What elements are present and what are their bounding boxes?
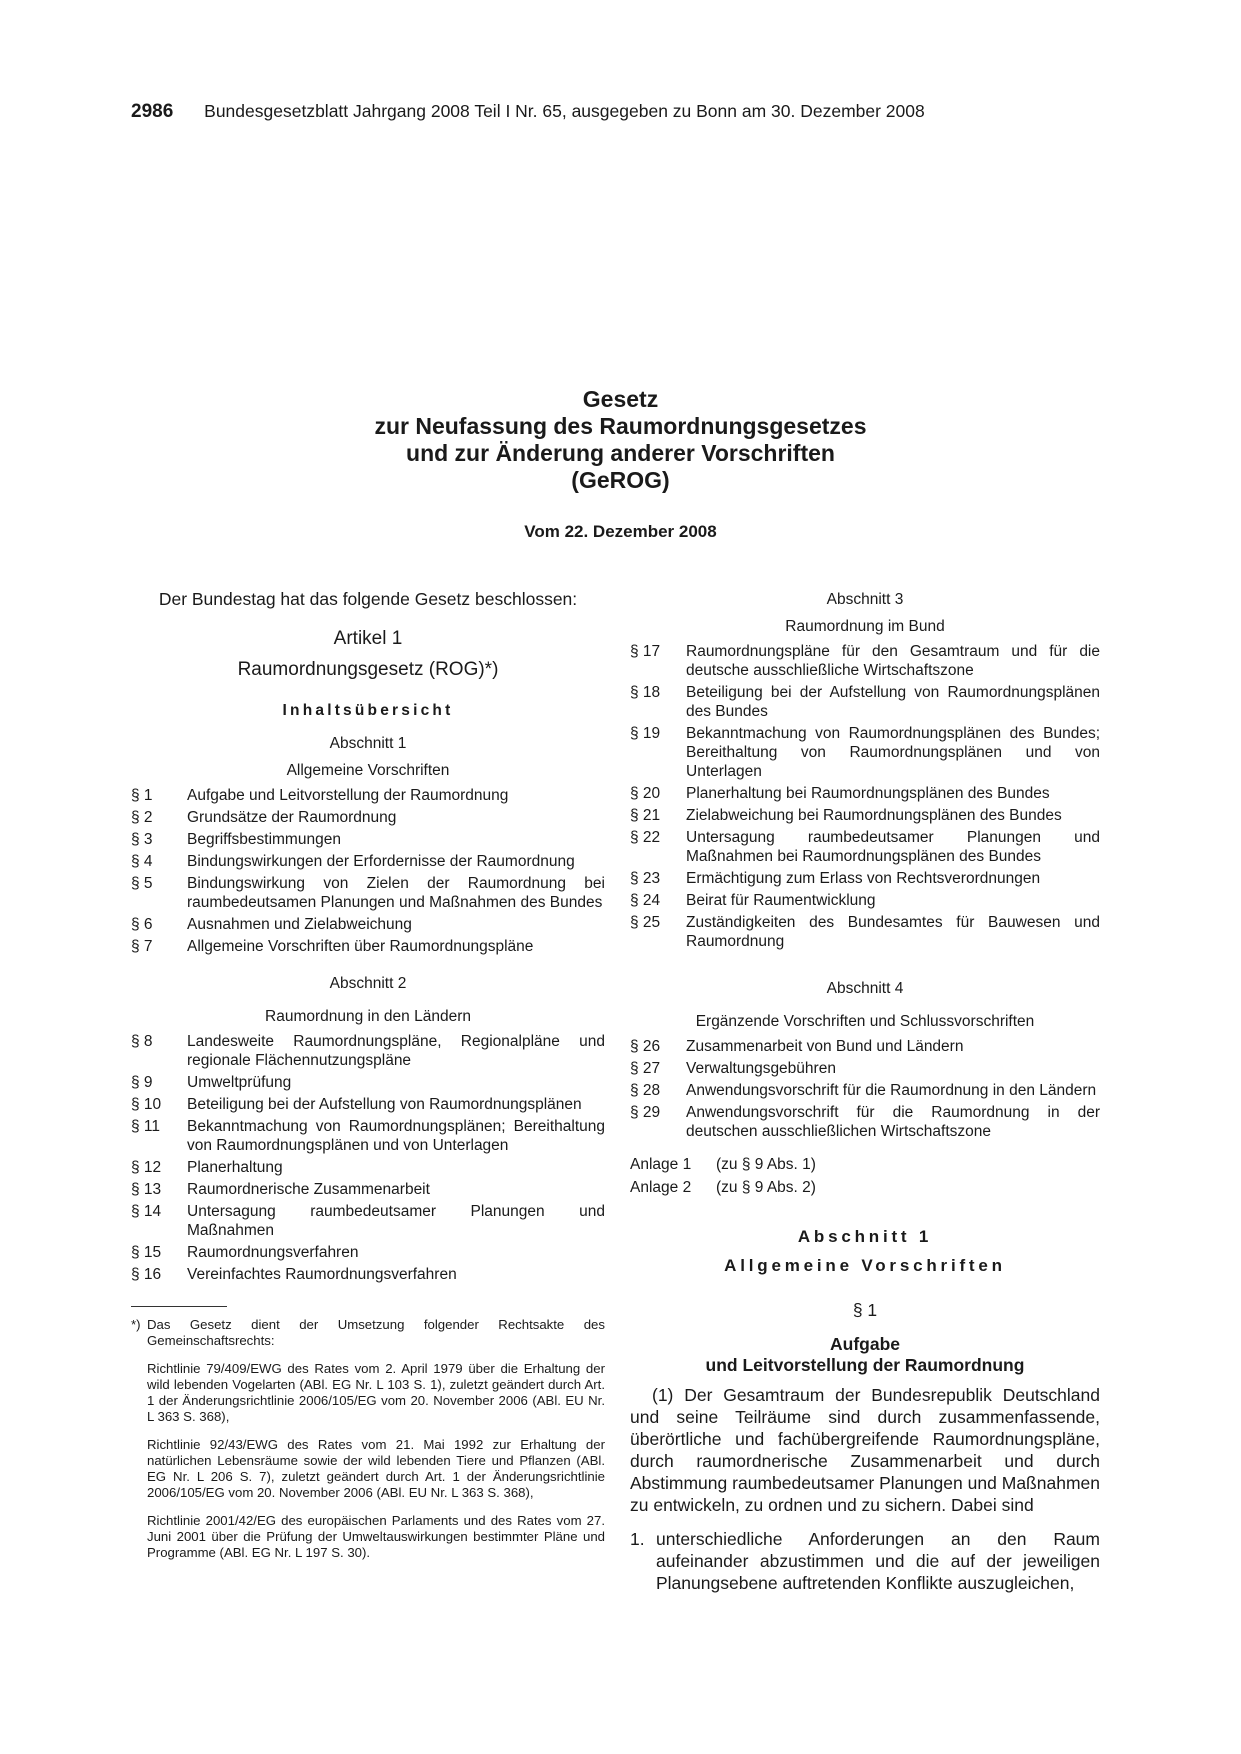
toc-section-title: Ausnahmen und Zielabweichung xyxy=(187,916,412,933)
toc-section-title: Bekanntmachung von Raumordnungsplänen; Bereithaltung von Raumordnungsplänen und von Unterlagen xyxy=(187,1118,605,1154)
toc-section-number: § 5 xyxy=(131,875,153,892)
toc-row xyxy=(131,1180,605,1199)
anlagen-list xyxy=(630,1155,1100,1197)
toc-section-title: Allgemeine Vorschriften über Raumordnungspläne xyxy=(187,938,534,955)
toc-row xyxy=(630,1081,1100,1100)
toc-section-title: Vereinfachtes Raumordnungsverfahren xyxy=(187,1266,457,1283)
toc-row xyxy=(630,683,1100,721)
toc-section-number: § 13 xyxy=(131,1181,162,1198)
toc-list-abschnitt-1 xyxy=(131,786,605,956)
toc-section-number: § 14 xyxy=(131,1203,162,1220)
footnote-paragraph: Richtlinie 92/43/EWG des Rates vom 21. Mai 1992 zur Erhaltung der natürlichen Lebensräume sowie der wild lebenden Tiere und Pflanzen (ABl. EG Nr. L 206 S. 7), zuletzt geändert durch Art. 1 der Änderungsrichtlinie 2006/105/EG vom 20. November 2006 (ABl. EU Nr. L 363 S. 368), xyxy=(147,1437,605,1500)
toc-row xyxy=(131,1073,605,1092)
toc-section-title: Grundsätze der Raumordnung xyxy=(187,809,397,826)
toc-section-number: § 3 xyxy=(131,831,153,848)
toc-section-title: Zielabweichung bei Raumordnungsplänen des Bundes xyxy=(686,807,1062,824)
toc-row xyxy=(131,786,605,805)
toc-row xyxy=(131,1032,605,1070)
artikel-label: Artikel 1 xyxy=(333,628,403,649)
toc-section-number: § 20 xyxy=(630,785,661,802)
toc-section-title: Beteiligung bei der Aufstellung von Raumordnungsplänen des Bundes xyxy=(686,684,1100,720)
toc-section-number: § 1 xyxy=(131,787,153,804)
right-column xyxy=(630,590,1100,1594)
toc-section-number: § 27 xyxy=(630,1060,661,1077)
anlage-label: Anlage 1 xyxy=(630,1156,692,1173)
toc-row xyxy=(630,1059,1100,1078)
toc-row xyxy=(131,1202,605,1240)
toc-section-title: Umweltprüfung xyxy=(187,1074,292,1091)
toc-row xyxy=(630,1037,1100,1056)
toc-abschnitt-title: Allgemeine Vorschriften xyxy=(286,762,450,779)
toc-row xyxy=(630,1103,1100,1141)
toc-section-title: Untersagung raumbedeutsamer Planungen und Maßnahmen bei Raumordnungsplänen des Bundes xyxy=(686,829,1100,865)
anlage-row xyxy=(630,1155,1100,1174)
anlage-text: (zu § 9 Abs. 1) xyxy=(716,1156,816,1173)
footnote-rule xyxy=(131,1306,227,1307)
running-header xyxy=(131,100,1110,123)
toc-list-abschnitt-2 xyxy=(131,1032,605,1284)
law-date: Vom 22. Dezember 2008 xyxy=(524,522,717,541)
toc-section-title: Raumordnerische Zusammenarbeit xyxy=(187,1181,430,1198)
toc-heading: Inhaltsübersicht xyxy=(282,702,454,719)
toc-section-title: Beteiligung bei der Aufstellung von Raumordnungsplänen xyxy=(187,1096,582,1113)
list-number: 1. xyxy=(630,1529,645,1549)
toc-section-number: § 15 xyxy=(131,1244,162,1261)
toc-list-abschnitt-3 xyxy=(630,642,1100,951)
toc-abschnitt-label: Abschnitt 1 xyxy=(329,735,407,752)
toc-section-title: Aufgabe und Leitvorstellung der Raumordnung xyxy=(187,787,509,804)
section-title-line: und Leitvorstellung der Raumordnung xyxy=(705,1355,1025,1375)
body-paragraph: (1) Der Gesamtraum der Bundesrepublik Deutschland und seine Teilräume sind durch zusammenfassende, überörtliche und fachübergreifende Raumordnungspläne, durch raumordnerische Zusammenarbeit und durch Abstimmung raumbedeutsamer Planungen und Maßnahmen zu entwickeln, zu ordnen und zu sichern. Dabei sind xyxy=(630,1385,1100,1515)
toc-abschnitt-label: Abschnitt 2 xyxy=(329,975,407,992)
toc-section-title: Planerhaltung xyxy=(187,1159,283,1176)
toc-row xyxy=(131,808,605,827)
toc-row xyxy=(131,937,605,956)
title-line: und zur Änderung anderer Vorschriften xyxy=(406,440,835,466)
toc-row xyxy=(630,869,1100,888)
toc-row xyxy=(131,1265,605,1284)
section-number: § 1 xyxy=(852,1300,878,1320)
artikel-name: Raumordnungsgesetz (ROG)*) xyxy=(237,659,499,680)
toc-section-title: Bindungswirkung von Zielen der Raumordnung bei raumbedeutsamen Planungen und Maßnahmen des Bundes xyxy=(187,875,605,911)
toc-section-title: Untersagung raumbedeutsamer Planungen und Maßnahmen xyxy=(187,1203,605,1239)
toc-section-number: § 16 xyxy=(131,1266,162,1283)
toc-row xyxy=(630,784,1100,803)
toc-section-title: Zuständigkeiten des Bundesamtes für Bauwesen und Raumordnung xyxy=(686,914,1100,950)
toc-row xyxy=(131,852,605,871)
toc-section-number: § 28 xyxy=(630,1082,661,1099)
toc-section-number: § 22 xyxy=(630,829,661,846)
toc-section-title: Bekanntmachung von Raumordnungsplänen des Bundes; Bereithaltung von Raumordnungsplänen und von Unterlagen xyxy=(686,725,1100,780)
toc-section-number: § 12 xyxy=(131,1159,162,1176)
toc-list-abschnitt-4 xyxy=(630,1037,1100,1141)
toc-section-number: § 23 xyxy=(630,870,661,887)
toc-section-number: § 2 xyxy=(131,809,153,826)
list-text: unterschiedliche Anforderungen an den Raum aufeinander abzustimmen und die auf der jeweiligen Planungsebene auftretenden Konflikte auszugleichen, xyxy=(656,1529,1100,1593)
toc-row xyxy=(131,1095,605,1114)
toc-row xyxy=(131,874,605,912)
toc-section-number: § 19 xyxy=(630,725,661,742)
toc-section-number: § 7 xyxy=(131,938,153,955)
title-line: (GeROG) xyxy=(571,467,670,493)
toc-section-number: § 18 xyxy=(630,684,661,701)
toc-row xyxy=(630,806,1100,825)
toc-section-number: § 21 xyxy=(630,807,661,824)
list-item xyxy=(630,1528,1100,1594)
toc-section-number: § 6 xyxy=(131,916,153,933)
toc-abschnitt-title: Ergänzende Vorschriften und Schlussvorschriften xyxy=(695,1013,1035,1030)
anlage-text: (zu § 9 Abs. 2) xyxy=(716,1179,816,1196)
toc-section-number: § 29 xyxy=(630,1104,661,1121)
toc-section-title: Raumordnungsverfahren xyxy=(187,1244,359,1261)
section-title xyxy=(630,1334,1100,1376)
toc-section-title: Anwendungsvorschrift für die Raumordnung in der deutschen ausschließlichen Wirtschaftszone xyxy=(686,1104,1100,1140)
toc-row xyxy=(131,1158,605,1177)
toc-row xyxy=(630,891,1100,910)
toc-section-number: § 11 xyxy=(131,1118,161,1135)
footnote-paragraph: Richtlinie 79/409/EWG des Rates vom 2. April 1979 über die Erhaltung der wild lebenden Vogelarten (ABl. EG Nr. L 103 S. 1), zuletzt geändert durch Art. 1 der Änderungsrichtlinie 2006/105/EG vom 20. November 2006 (ABl. EU Nr. L 363 S. 368), xyxy=(147,1361,605,1424)
toc-section-number: § 10 xyxy=(131,1096,162,1113)
toc-section-number: § 25 xyxy=(630,914,661,931)
toc-section-number: § 26 xyxy=(630,1038,661,1055)
toc-row xyxy=(131,915,605,934)
running-title: Bundesgesetzblatt Jahrgang 2008 Teil I Nr. 65, ausgegeben zu Bonn am 30. Dezember 2008 xyxy=(204,101,925,121)
anlage-label: Anlage 2 xyxy=(630,1179,692,1196)
toc-row xyxy=(131,830,605,849)
toc-section-title: Zusammenarbeit von Bund und Ländern xyxy=(686,1038,964,1055)
toc-section-number: § 17 xyxy=(630,643,661,660)
toc-row xyxy=(630,828,1100,866)
anlage-row xyxy=(630,1178,1100,1197)
toc-row xyxy=(630,913,1100,951)
toc-section-title: Planerhaltung bei Raumordnungsplänen des Bundes xyxy=(686,785,1050,802)
toc-section-number: § 4 xyxy=(131,853,153,870)
left-column xyxy=(131,590,605,1573)
toc-row xyxy=(131,1117,605,1155)
toc-section-title: Ermächtigung zum Erlass von Rechtsverordnungen xyxy=(686,870,1041,887)
law-title xyxy=(0,386,1241,494)
toc-section-title: Anwendungsvorschrift für die Raumordnung in den Ländern xyxy=(686,1082,1097,1099)
toc-abschnitt-title: Raumordnung in den Ländern xyxy=(265,1008,471,1025)
toc-section-title: Begriffsbestimmungen xyxy=(187,831,341,848)
section-title-line: Aufgabe xyxy=(830,1334,900,1354)
toc-row xyxy=(131,1243,605,1262)
enactment-clause: Der Bundestag hat das folgende Gesetz beschlossen: xyxy=(158,589,578,609)
page-number: 2986 xyxy=(131,101,174,122)
body-abschnitt-title: Allgemeine Vorschriften xyxy=(724,1256,1006,1275)
toc-section-title: Landesweite Raumordnungspläne, Regionalpläne und regionale Flächennutzungspläne xyxy=(187,1033,605,1069)
toc-row xyxy=(630,724,1100,781)
toc-section-number: § 9 xyxy=(131,1074,153,1091)
toc-abschnitt-label: Abschnitt 4 xyxy=(826,980,904,997)
toc-section-title: Verwaltungsgebühren xyxy=(686,1060,836,1077)
toc-abschnitt-title: Raumordnung im Bund xyxy=(785,618,945,635)
toc-row xyxy=(630,642,1100,680)
toc-section-title: Raumordnungspläne für den Gesamtraum und für die deutsche ausschließliche Wirtschaftszone xyxy=(686,643,1100,679)
title-line: zur Neufassung des Raumordnungsgesetzes xyxy=(374,413,867,439)
toc-section-title: Bindungswirkungen der Erfordernisse der Raumordnung xyxy=(187,853,575,870)
toc-section-number: § 24 xyxy=(630,892,661,909)
footnote-paragraph: Richtlinie 2001/42/EG des europäischen Parlaments und des Rates vom 27. Juni 2001 über die Prüfung der Umweltauswirkungen bestimmter Pläne und Programme (ABl. EG Nr. L 197 S. 30). xyxy=(147,1513,605,1560)
toc-section-title: Beirat für Raumentwicklung xyxy=(686,892,876,909)
toc-section-number: § 8 xyxy=(131,1033,153,1050)
footnote-mark: *) xyxy=(131,1317,141,1332)
toc-abschnitt-label: Abschnitt 3 xyxy=(826,591,904,608)
title-line: Gesetz xyxy=(582,386,659,412)
body-abschnitt-label: Abschnitt 1 xyxy=(797,1227,933,1246)
footnote xyxy=(131,1317,605,1561)
footnote-intro: Das Gesetz dient der Umsetzung folgender Rechtsakte des Gemeinschaftsrechts: xyxy=(147,1317,605,1348)
